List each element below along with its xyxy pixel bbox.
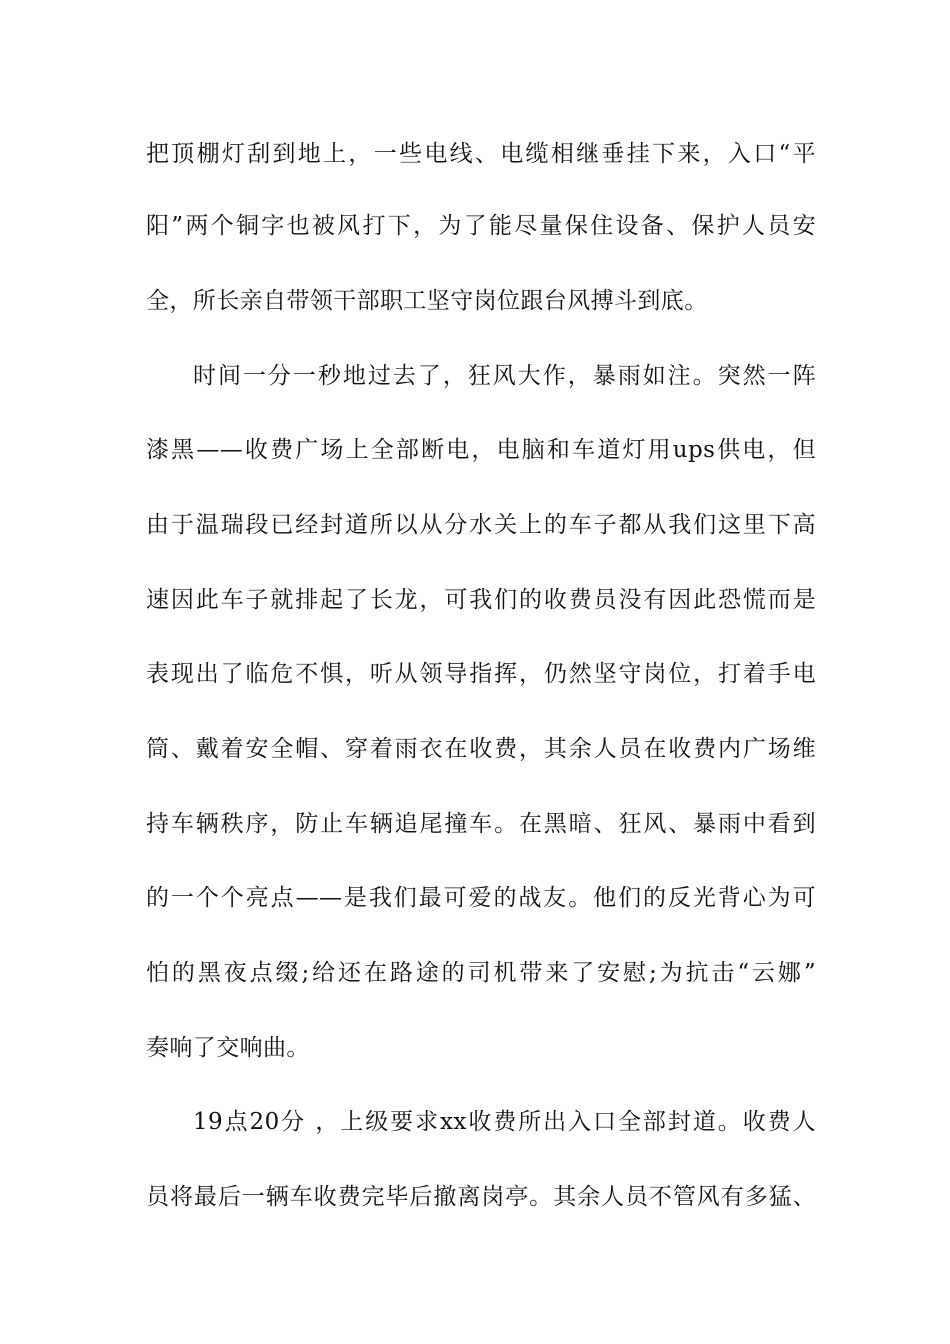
text-line: 由于温瑞段已经封道所以从分水关上的车子都从我们这里下高	[146, 512, 816, 538]
text-line: 全，所长亲自带领干部职工坚守岗位跟台风搏斗到底。	[146, 288, 708, 314]
text-line: 漆黑——收费广场上全部断电，电脑和车道灯用ups供电，但	[146, 437, 816, 463]
text-line: 的一个个亮点——是我们最可爱的战友。他们的反光背心为可	[146, 885, 816, 911]
text-line: 阳”两个铜字也被风打下，为了能尽量保住设备、保护人员安	[146, 213, 816, 239]
paragraph-first-line: 19点20分 ，上级要求xx收费所出入口全部封道。收费人	[193, 1109, 816, 1135]
text-line: 员将最后一辆车收费完毕后撤离岗亭。其余人员不管风有多猛、	[146, 1184, 816, 1210]
text-line: 筒、戴着安全帽、穿着雨衣在收费，其余人员在收费内广场维	[146, 736, 816, 762]
text-line: 奏响了交响曲。	[146, 1035, 310, 1061]
text-line: 表现出了临危不惧，听从领导指挥，仍然坚守岗位，打着手电	[146, 661, 816, 687]
text-line: 速因此车子就排起了长龙，可我们的收费员没有因此恐慌而是	[146, 587, 816, 613]
text-line: 把顶棚灯刮到地上，一些电线、电缆相继垂挂下来，入口“平	[146, 141, 816, 167]
text-line: 持车辆秩序，防止车辆追尾撞车。在黑暗、狂风、暴雨中看到	[146, 811, 816, 837]
text-line: 怕的黑夜点缀;给还在路途的司机带来了安慰;为抗击“云娜”	[146, 960, 816, 986]
paragraph-first-line: 时间一分一秒地过去了，狂风大作，暴雨如注。突然一阵	[193, 363, 816, 389]
